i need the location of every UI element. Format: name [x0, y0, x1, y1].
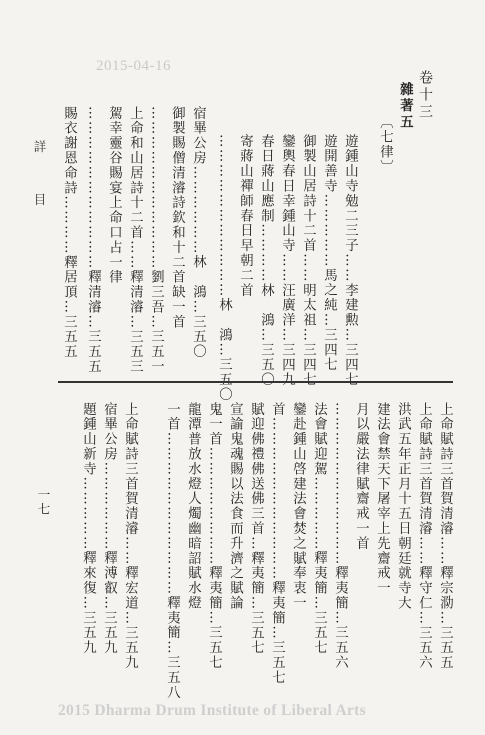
toc-entry: 駕幸靈谷賜宴上命口占一律	[106, 106, 122, 285]
toc-entry: 上命賦詩三首賀清濬……釋守仁…三五六	[416, 402, 432, 671]
volume-title: 卷十三	[417, 70, 433, 121]
horizontal-divider	[58, 381, 453, 383]
toc-entry: 上命和山居詩十二首……釋清濬…三五三	[127, 106, 143, 375]
toc-entry: 寄蔣山禪師春日早朝二首	[237, 134, 253, 298]
toc-entry: ……………………………林 鴻…三五〇	[216, 134, 232, 403]
section-title: 雜著五	[397, 82, 414, 132]
toc-entry: ……………………………釋夷簡…三五六	[332, 402, 348, 671]
toc-entry: 遊開善寺……………馬之純…三四七	[321, 134, 337, 373]
toc-entry: 鬼一首……………………釋夷簡…三五七	[206, 402, 222, 671]
toc-entry: 宿畢公房………………林 鴻…三五〇	[190, 106, 206, 360]
toc-entry: 題鍾山新寺……………釋來復…三五九	[80, 402, 96, 656]
toc-entry: 鑾赴鍾山啓建法會焚之賦奉衷一	[290, 402, 306, 611]
toc-entry: 宣諭鬼魂賜以法食而升濟之賦論	[227, 402, 243, 611]
toc-entry: 洪武五年正月十五日朝廷就寺大	[395, 402, 411, 611]
toc-entry: 建法會禁天下屠宰上先齋戒一	[374, 402, 390, 596]
category-heading: 〔七律〕	[377, 115, 393, 175]
toc-entry: 遊鍾山寺勉二三子……李建勲…三四七	[342, 134, 358, 388]
toc-entry: 御製山居詩十二首……明太祖…三四七	[300, 134, 316, 388]
institution-watermark: 2015 Dharma Drum Institute of Liberal Arts	[58, 702, 366, 719]
toc-entry: 宿畢公房………………釋溥叡…三五九	[101, 402, 117, 656]
toc-entry: 一首……………………………釋夷簡…三五八	[164, 402, 180, 700]
toc-entry: 上命賦詩三首賀清濬……釋宗泐…三五五	[437, 402, 453, 671]
toc-entry: 首……………………………釋夷簡…三五七	[269, 402, 285, 685]
toc-entry: ……………………………劉三吾…三五一	[148, 106, 164, 375]
toc-entry: 春日蔣山應制…………林 鴻…三五〇	[258, 134, 274, 388]
toc-entry: 月以嚴法律賦齋戒一首	[353, 402, 369, 551]
toc-entry: 龍潭普放水燈人燭幽暗詔賦水燈	[185, 402, 201, 611]
toc-entry: 御製賜僧清濬詩欽和十二首缺一首	[169, 106, 185, 330]
page-number: 一七	[36, 488, 51, 517]
toc-entry: 上命賦詩三首賀清濬……釋宏道…三五九	[122, 402, 138, 671]
toc-entry: 賜衣謝恩命詩…………釋居頂…三五五	[61, 106, 77, 360]
scan-date-stamp: 2015-04-16	[96, 58, 171, 74]
toc-entry: ……………………………釋清濬…三五五	[85, 106, 101, 375]
toc-entry: 賦迎佛禮佛送佛三首…釋夷簡…三五七	[248, 402, 264, 656]
side-label: 詳 目	[32, 140, 47, 220]
toc-entry: 鑾輿春日幸鍾山寺……汪廣洋…三四九	[279, 134, 295, 388]
toc-entry: 法會賦迎駕……………釋夷簡…三五七	[311, 402, 327, 656]
